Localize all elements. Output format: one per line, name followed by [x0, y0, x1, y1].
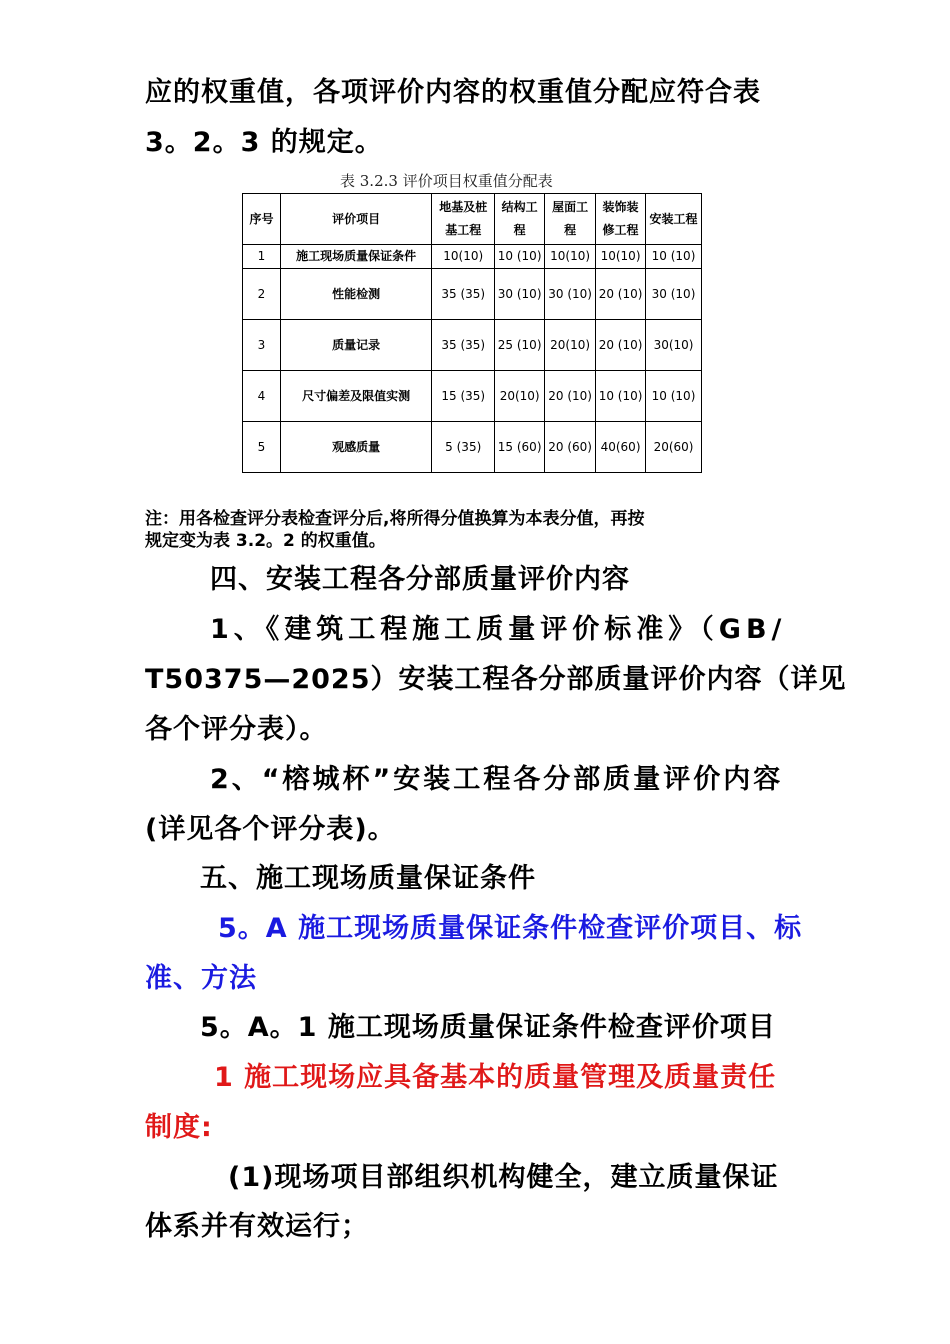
cell-installation: 20(60) [646, 422, 702, 473]
note-line-1: 注：用各检查评分表检查评分后,将所得分值换算为本表分值，再按 [145, 509, 645, 529]
row-item: 尺寸偏差及限值实测 [280, 371, 431, 422]
row-item: 观感质量 [280, 422, 431, 473]
table-row [243, 422, 702, 473]
cell-decoration: 10(10) [596, 245, 646, 269]
cell-decoration: 20 (10) [596, 320, 646, 371]
header-roof: 屋面工程 [545, 194, 596, 245]
intro-line-1: 应的权重值，各项评价内容的权重值分配应符合表 [145, 77, 761, 108]
section4-p1-line1: 1、《建筑工程施工质量评价标准》（GB/ [210, 614, 787, 645]
table-row [243, 320, 702, 371]
cell-roof: 20(10) [545, 320, 596, 371]
section5-item1-line1: (1)现场项目部组织机构健全，建立质量保证 [228, 1162, 779, 1193]
cell-foundation: 35 (35) [432, 269, 495, 320]
cell-foundation: 35 (35) [432, 320, 495, 371]
cell-structure: 30 (10) [495, 269, 545, 320]
section5-heading: 五、施工现场质量保证条件 [200, 863, 536, 894]
header-foundation: 地基及桩基工程 [432, 194, 495, 245]
row-no: 2 [243, 269, 281, 320]
section5-blue-line2: 准、方法 [145, 963, 257, 994]
table-row [243, 371, 702, 422]
header-no: 序号 [243, 194, 281, 245]
cell-installation: 30 (10) [646, 269, 702, 320]
section4-p1-line2: T50375—2025）安装工程各分部质量评价内容（详见 [145, 664, 847, 695]
table-row [243, 269, 702, 320]
section5-item1-line2: 体系并有效运行； [145, 1211, 369, 1242]
row-no: 3 [243, 320, 281, 371]
cell-foundation: 5 (35) [432, 422, 495, 473]
cell-structure: 10 (10) [495, 245, 545, 269]
note-line-2: 规定变为表 3.2。2 的权重值。 [145, 531, 386, 551]
cell-roof: 20 (10) [545, 371, 596, 422]
row-item: 施工现场质量保证条件 [280, 245, 431, 269]
row-no: 1 [243, 245, 281, 269]
section5-blue-line1: 5。A 施工现场质量保证条件检查评价项目、标 [218, 913, 803, 944]
cell-foundation: 15 (35) [432, 371, 495, 422]
table-caption: 表 3.2.3 评价项目权重值分配表 [340, 172, 553, 190]
header-structure: 结构工程 [495, 194, 545, 245]
intro-line-2: 3。2。3 的规定。 [145, 127, 383, 158]
cell-foundation: 10(10) [432, 245, 495, 269]
cell-installation: 10 (10) [646, 371, 702, 422]
header-item: 评价项目 [280, 194, 431, 245]
section4-p1-line3: 各个评分表）。 [145, 714, 328, 745]
cell-decoration: 40(60) [596, 422, 646, 473]
table-row [243, 245, 702, 269]
cell-roof: 20 (60) [545, 422, 596, 473]
row-item: 性能检测 [280, 269, 431, 320]
cell-structure: 20(10) [495, 371, 545, 422]
row-no: 5 [243, 422, 281, 473]
row-no: 4 [243, 371, 281, 422]
table-header-row [243, 194, 702, 245]
section4-p2-line2: (详见各个评分表)。 [145, 814, 396, 845]
cell-structure: 15 (60) [495, 422, 545, 473]
cell-decoration: 10 (10) [596, 371, 646, 422]
cell-roof: 10(10) [545, 245, 596, 269]
cell-decoration: 20 (10) [596, 269, 646, 320]
section5-subheading: 5。A。1 施工现场质量保证条件检查评价项目 [200, 1012, 776, 1043]
header-installation: 安装工程 [646, 194, 702, 245]
cell-roof: 30 (10) [545, 269, 596, 320]
cell-installation: 30(10) [646, 320, 702, 371]
cell-structure: 25 (10) [495, 320, 545, 371]
weight-table [242, 193, 702, 473]
row-item: 质量记录 [280, 320, 431, 371]
section5-red-line2: 制度: [145, 1112, 213, 1143]
section4-heading: 四、安装工程各分部质量评价内容 [210, 564, 630, 595]
section4-p2-line1: 2、“榕城杯”安装工程各分部质量评价内容 [210, 764, 784, 795]
cell-installation: 10 (10) [646, 245, 702, 269]
section5-red-line1: 1 施工现场应具备基本的质量管理及质量责任 [214, 1062, 777, 1093]
header-decoration: 装饰装修工程 [596, 194, 646, 245]
